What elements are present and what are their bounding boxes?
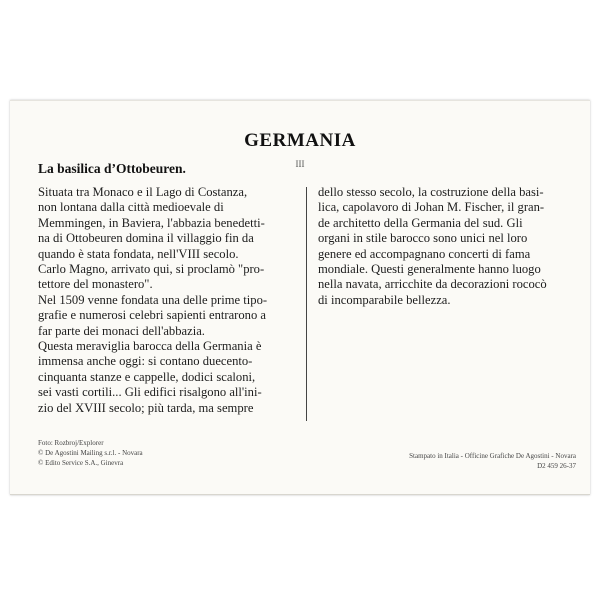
- text-line: Nel 1509 venne fondata una delle prime tipo-: [38, 292, 268, 307]
- text-column-left: [38, 185, 298, 416]
- catalog-code: D2 459 26-37: [537, 462, 576, 470]
- card-number: III: [295, 159, 305, 169]
- column-divider: [306, 187, 307, 421]
- printer-line: Stampato in Italia - Officine Grafiche De Agostini - Novara: [409, 452, 576, 460]
- text-line: tettore del monastero".: [38, 277, 153, 292]
- text-line: mondiale. Questi generalmente hanno luogo: [318, 262, 541, 277]
- text-line: sei vasti cortili... Gli edifici risalgono all'ini-: [38, 385, 262, 400]
- page-title: GERMANIA: [244, 130, 356, 151]
- text-line: nella navata, arricchite da decorazioni rococò: [318, 277, 547, 292]
- text-line: immensa anche oggi: si contano duecento-: [38, 354, 253, 369]
- text-line: dello stesso secolo, la costruzione della basi-: [318, 185, 544, 199]
- text-line: Questa meraviglia barocca della Germania è: [38, 339, 262, 354]
- text-line: Situata tra Monaco e il Lago di Costanza,: [38, 185, 248, 199]
- article-heading: La basilica d’Ottobeuren.: [38, 161, 186, 176]
- credit-line: Foto: Rozbroj/Explorer: [38, 439, 104, 447]
- text-column-right: [318, 185, 572, 308]
- text-line: zio del XVIII secolo; più tarda, ma sempre: [38, 400, 254, 415]
- text-line: quando è stata fondata, nell'VIII secolo.: [38, 246, 239, 261]
- text-line: de architetto della Germania del sud. Gli: [318, 215, 523, 230]
- text-line: Carlo Magno, arrivato qui, si proclamò "pro-: [38, 262, 265, 277]
- text-line: cinquanta stanze e cappelle, dodici scaloni,: [38, 369, 256, 384]
- text-line: Memmingen, in Baviera, l'abbazia benedetti-: [38, 215, 265, 230]
- text-line: grafie e numerosi celebri sapienti entrarono a: [38, 308, 266, 323]
- text-line: non lontana dalla città medioevale di: [38, 200, 224, 215]
- print-info: [409, 451, 576, 471]
- postcard-back: [10, 100, 590, 495]
- text-line: na di Ottobeuren domina il villaggio fin da: [38, 231, 254, 246]
- credit-line: © Edito Service S.A., Ginevra: [38, 459, 124, 467]
- credit-line: © De Agostini Mailing s.r.l. - Novara: [38, 449, 143, 457]
- text-line: di incomparabile bellezza.: [318, 292, 451, 307]
- text-line: genere ed accompagnano concerti di fama: [318, 246, 531, 261]
- text-line: lica, capolavoro di Johan M. Fischer, il gran-: [318, 200, 545, 215]
- photo-credits: [38, 438, 143, 468]
- text-line: far parte dei monaci dell'abbazia.: [38, 323, 205, 338]
- text-line: organi in stile barocco sono unici nel loro: [318, 231, 528, 246]
